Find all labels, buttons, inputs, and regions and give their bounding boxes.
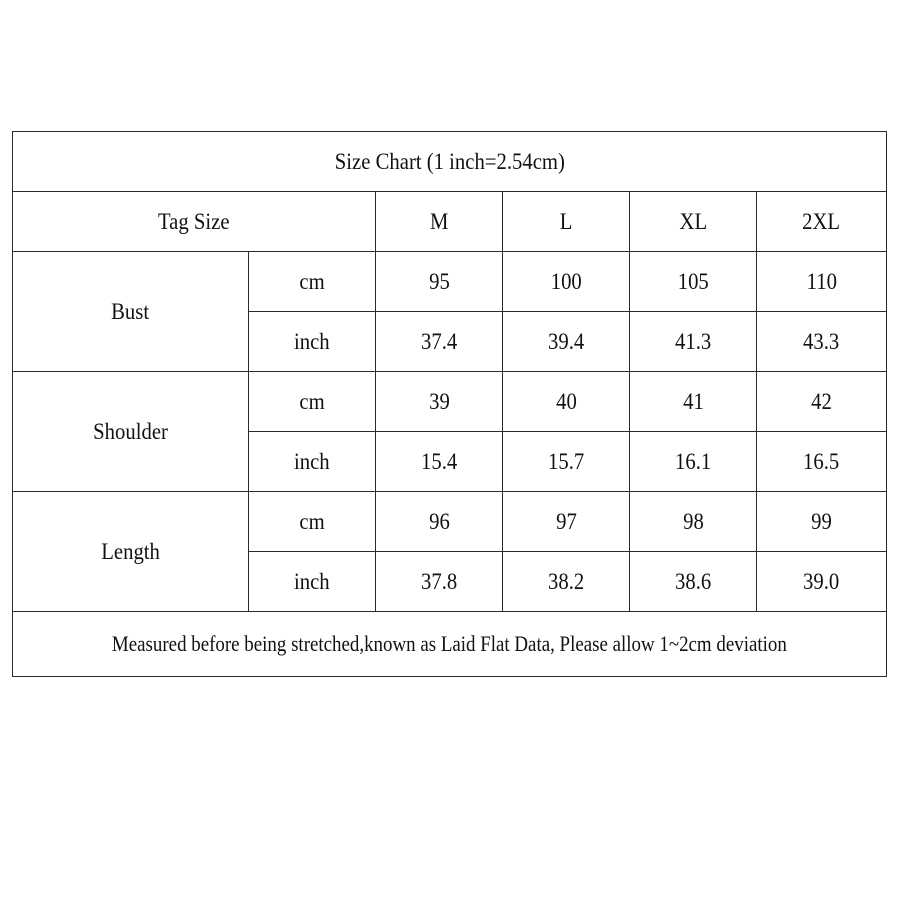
measurement-label-bust: Bust [13, 252, 249, 372]
measurement-note: Measured before being stretched,known as Laid Flat Data, Please allow 1~2cm deviation [13, 612, 887, 677]
table-cell: 99 [757, 492, 887, 552]
measurement-label-length: Length [13, 492, 249, 612]
unit-label: inch [249, 312, 376, 372]
table-cell: 43.3 [757, 312, 887, 372]
table-cell: 41.3 [630, 312, 757, 372]
table-cell: 95 [376, 252, 503, 312]
table-row [13, 372, 887, 432]
table-cell: 38.6 [630, 552, 757, 612]
table-cell: 41 [630, 372, 757, 432]
table-cell: 97 [503, 492, 630, 552]
unit-label: inch [249, 432, 376, 492]
tag-size-header: Tag Size [13, 192, 376, 252]
size-header-2xl: 2XL [757, 192, 887, 252]
header-row [13, 192, 887, 252]
note-row [13, 612, 887, 677]
table-row [13, 492, 887, 552]
table-cell: 37.8 [376, 552, 503, 612]
table-cell: 40 [503, 372, 630, 432]
table-cell: 15.4 [376, 432, 503, 492]
table-cell: 42 [757, 372, 887, 432]
title-row [13, 132, 887, 192]
unit-label: cm [249, 252, 376, 312]
table-cell: 15.7 [503, 432, 630, 492]
table-cell: 105 [630, 252, 757, 312]
table-cell: 39.0 [757, 552, 887, 612]
size-header-xl: XL [630, 192, 757, 252]
table-cell: 16.1 [630, 432, 757, 492]
table-cell: 100 [503, 252, 630, 312]
unit-label: cm [249, 492, 376, 552]
unit-label: inch [249, 552, 376, 612]
table-cell: 38.2 [503, 552, 630, 612]
table-cell: 16.5 [757, 432, 887, 492]
unit-label: cm [249, 372, 376, 432]
size-header-m: M [376, 192, 503, 252]
size-chart-table [12, 131, 887, 677]
table-cell: 96 [376, 492, 503, 552]
table-cell: 39.4 [503, 312, 630, 372]
table-cell: 110 [757, 252, 887, 312]
table-cell: 98 [630, 492, 757, 552]
table-cell: 39 [376, 372, 503, 432]
table-cell: 37.4 [376, 312, 503, 372]
table-row [13, 252, 887, 312]
size-header-l: L [503, 192, 630, 252]
measurement-label-shoulder: Shoulder [13, 372, 249, 492]
size-chart-title: Size Chart (1 inch=2.54cm) [13, 132, 887, 192]
